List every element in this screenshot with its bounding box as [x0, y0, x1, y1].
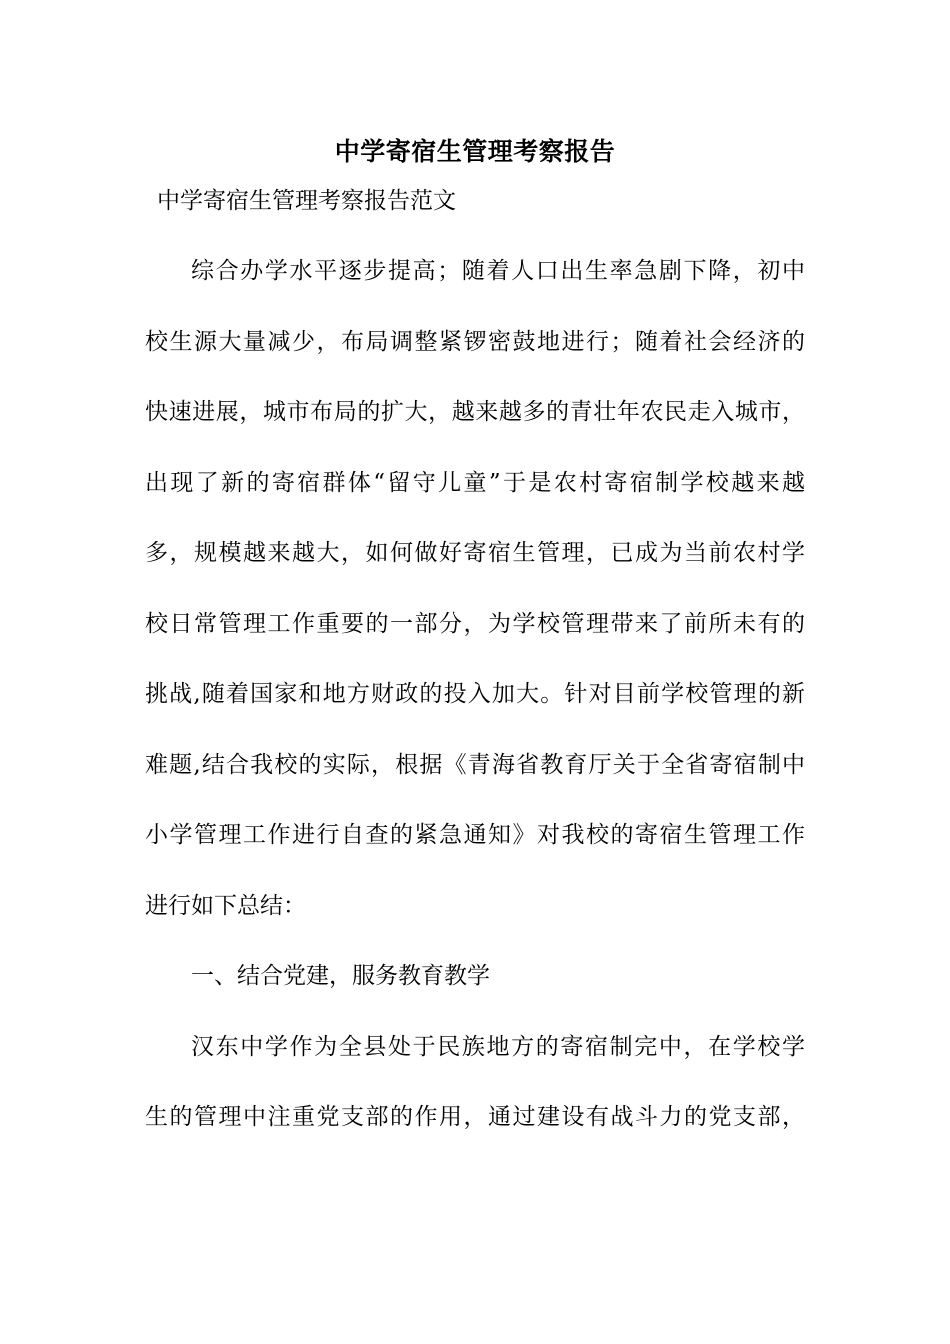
- body-line: 出现了新的寄宿群体“留守儿童”于是农村寄宿制学校越来越: [145, 469, 805, 496]
- body-line: 挑战,随着国家和地方财政的投入加大。针对目前学校管理的新: [145, 681, 805, 707]
- document-subtitle: 中学寄宿生管理考察报告范文: [157, 188, 456, 214]
- body-line: 快速进展，城市布局的扩大，越来越多的青壮年农民走入城市，: [145, 399, 805, 425]
- body-line: 多，规模越来越大，如何做好寄宿生管理，已成为当前农村学: [145, 540, 805, 566]
- body-line: 难题,结合我校的实际，根据《青海省教育厅关于全省寄宿制中: [145, 751, 805, 778]
- body-line: 小学管理工作进行自查的紧急通知》对我校的寄宿生管理工作: [145, 822, 805, 848]
- body-line: 进行如下总结：: [145, 892, 306, 919]
- document-body: [145, 254, 805, 1171]
- body-line: 综合办学水平逐步提高；随着人口出生率急剧下降，初中: [191, 258, 805, 284]
- document-title: 中学寄宿生管理考察报告: [334, 137, 616, 166]
- body-line: 生的管理中注重党支部的作用，通过建设有战斗力的党支部，: [145, 1104, 805, 1130]
- body-line: 汉东中学作为全县处于民族地方的寄宿制完中，在学校学: [191, 1033, 805, 1060]
- section-heading: 一、结合党建，服务教育教学: [191, 963, 490, 989]
- body-line: 校日常管理工作重要的一部分，为学校管理带来了前所未有的: [145, 610, 805, 637]
- body-line: 校生源大量减少，布局调整紧锣密鼓地进行；随着社会经济的: [145, 328, 805, 355]
